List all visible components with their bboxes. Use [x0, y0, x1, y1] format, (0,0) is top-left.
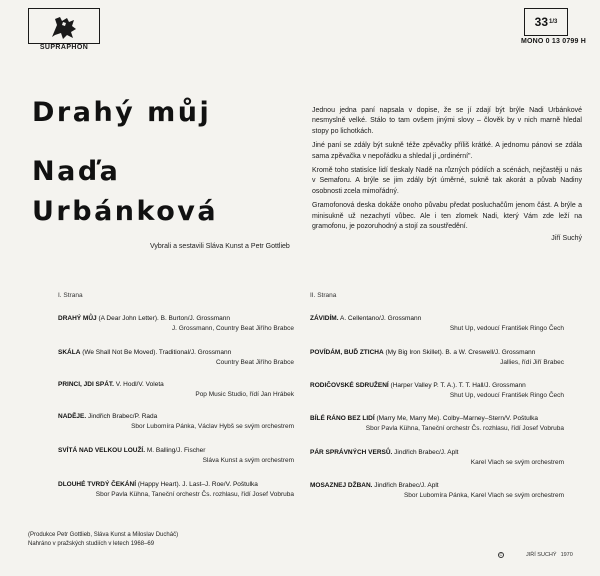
track-item	[58, 314, 294, 333]
liner-paragraph: Jiné paní se zdály být sukně téže zpěvačky příliš krátké. A jednomu pánovi se zdála sama zpěvačka v nepořádku a shledal ji „ordinérní".	[312, 142, 582, 160]
track-performer: Karel Vlach se svým orchestrem	[470, 458, 564, 466]
track-title: MOSAZNEJ DŽBAN.	[310, 482, 373, 489]
track-performer: Sbor Pavla Kühna, Taneční orchestr Čs. rozhlasu, řídí Josef Vobruba	[95, 490, 294, 498]
track-title: SKÁLA	[58, 349, 81, 356]
track-performer: Sbor Lubomíra Pánka, Václav Hybš se svým orchestrem	[131, 422, 294, 430]
liner-signature: Jiří Suchý	[551, 235, 582, 243]
track-item	[310, 481, 564, 500]
liner-paragraph: Gramofonová deska dokáže onoho půvabu předat posluchačům jenom část. A brýle a minisukně už nezachytí vůbec. Ale i ten zlomek Nadi, který Vám zde leží na gramofonu, je pozoruhodný a stojí za soustředění.	[312, 202, 582, 231]
recording-line: Nahráno v pražských studiích v letech 1968–69	[28, 540, 155, 547]
track-item	[310, 448, 564, 467]
lion-logo-icon	[49, 11, 79, 41]
artist-last-name: Urbánková	[32, 196, 219, 227]
track-authors: Jindřich Brabec/J. Aplt	[372, 482, 439, 489]
liner-paragraph: Kromě toho statisíce lidí tleskaly Nadě na různých pódiích a scénách, nejčastěji u nás v Semaforu. A brýle se jim zdály být úměrné, sukně tak akorát a půvab Nadiny osobnosti zcela mimořádný.	[312, 167, 582, 195]
liner-notes	[312, 106, 582, 245]
side-one-label: I. Strana	[58, 292, 83, 299]
track-title: SVÍTÁ NAD VELKOU LOUŽÍ.	[58, 447, 146, 454]
track-item	[58, 446, 294, 465]
compilation-credit: Vybrali a sestavili Sláva Kunst a Petr Gottlieb	[150, 243, 290, 250]
side-two-label: II. Strana	[310, 292, 337, 299]
album-title: Drahý můj	[32, 97, 212, 128]
track-title: DLOUHÉ TVRDÝ ČEKÁNÍ	[58, 481, 137, 488]
speed-badge	[524, 8, 568, 36]
speed-main: 33	[534, 15, 548, 29]
track-performer: Jallies, řídí Jiří Brabec	[500, 358, 564, 366]
track-authors: Jindřich Brabec/P. Rada	[86, 413, 158, 420]
copyright-icon: C	[499, 552, 503, 557]
production-credits	[28, 531, 268, 548]
track-performer: J. Grossmann, Country Beat Jiřího Brabce	[171, 324, 294, 332]
track-item	[58, 480, 294, 499]
track-title: PÁR SPRÁVNÝCH VERSŮ.	[310, 449, 393, 456]
track-performer: Sláva Kunst a svým orchestrem	[202, 456, 294, 464]
track-performer: Sbor Lubomíra Pánka, Karel Vlach se svým orchestrem	[403, 491, 564, 499]
track-title: NADĚJE.	[58, 413, 87, 420]
track-performer: Sbor Pavla Kühna, Taneční orchestr Čs. rozhlasu, řídí Josef Vobruba	[365, 424, 564, 432]
track-authors: (Marry Me, Marry Me). Colby–Marney–Stern/V. Poštulka	[374, 415, 539, 422]
track-title: POVÍDÁM, BUĎ ZTICHA	[310, 349, 384, 356]
photo-credit: JIŘÍ SUCHÝ	[526, 552, 557, 558]
speed-fraction: 1/3	[549, 19, 558, 25]
track-title: ZÁVIDÍM.	[310, 315, 339, 322]
track-authors: (Harper Valley P. T. A.). T. T. Hall/J. Grossmann	[388, 382, 526, 389]
track-item	[310, 348, 564, 367]
track-title: BÍLÉ RÁNO BEZ LIDÍ	[310, 415, 375, 422]
track-authors: (A Dear John Letter). B. Burton/J. Grossmann	[96, 315, 230, 322]
track-authors: (Happy Heart). J. Last–J. Roe/V. Poštulka	[136, 481, 258, 488]
track-title: PRINCI, JDI SPÁT.	[58, 381, 114, 388]
track-performer: Pop Music Studio, řídí Jan Hrábek	[195, 390, 294, 398]
artist-first-name: Naďa	[32, 156, 121, 187]
track-authors: (My Big Iron Skillet). B. a W. Creswell/J. Grossmann	[383, 349, 536, 356]
producer-line: (Produkce Petr Gottlieb, Sláva Kunst a Miloslav Ducháč)	[28, 532, 179, 538]
track-authors: V. Hodl/V. Voleta	[113, 381, 164, 388]
liner-paragraph: Jednou jedna paní napsala v dopise, že se jí zdají být brýle Nadi Urbánkové nesmyslně velké. Stálo to tam ovšem jinými slovy – člověk by v nich marně hledal stopy po lichotkách.	[312, 107, 582, 135]
track-title: DRAHÝ MŮJ	[58, 315, 97, 322]
track-item	[310, 381, 564, 400]
track-authors: (We Shall Not Be Moved). Traditional/J. Grossmann	[80, 349, 232, 356]
track-authors: Jindřich Brabec/J. Aplt	[392, 449, 459, 456]
track-item	[58, 380, 294, 399]
track-performer: Country Beat Jiřího Brabce	[215, 358, 294, 366]
catalog-number: MONO 0 13 0799 H	[520, 38, 586, 45]
track-item	[58, 412, 294, 431]
track-item	[310, 414, 564, 433]
supraphon-logo	[28, 8, 100, 44]
track-title: RODIČOVSKÉ SDRUŽENÍ	[310, 382, 389, 389]
copyright	[498, 552, 573, 558]
brand-label: SUPRAPHON	[39, 44, 89, 51]
track-performer: Shut Up, vedoucí František Ringo Čech	[449, 324, 564, 332]
track-item	[58, 348, 294, 367]
track-authors: M. Balling/J. Fischer	[145, 447, 206, 454]
copyright-year: 1970	[560, 552, 573, 558]
track-item	[310, 314, 564, 333]
track-performer: Shut Up, vedoucí František Ringo Čech	[449, 391, 564, 399]
track-authors: A. Cellentano/J. Grossmann	[338, 315, 422, 322]
